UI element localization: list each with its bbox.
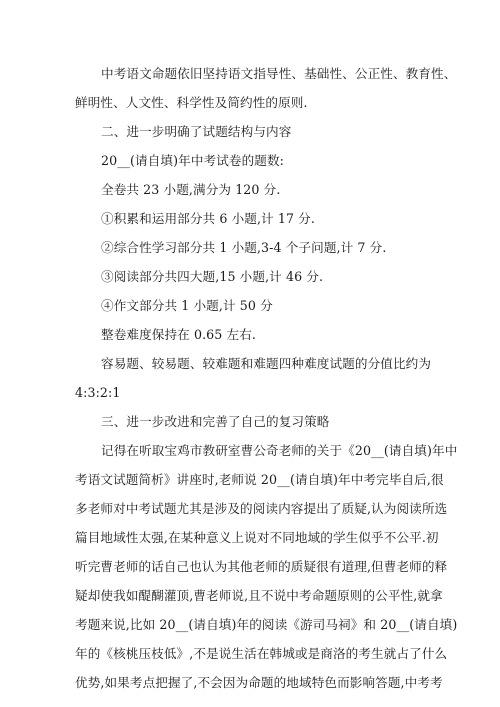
text-line-4: 20__(请自填)年中考试卷的题数: bbox=[101, 153, 285, 168]
text-line-6: ①积累和运用部分共 6 小题,计 17 分. bbox=[101, 211, 315, 226]
text-line-22: 优势,如果考点把握了,不会因为命题的地域特色而影响答题,中考考 bbox=[75, 675, 443, 690]
text-line-10: 整卷难度保持在 0.65 左右. bbox=[101, 327, 256, 342]
section-heading-2: 二、进一步明确了试题结构与内容 bbox=[101, 124, 292, 139]
text-line-15: 考语文试题简析》讲座时,老师说 20__(请自填)年中考完毕自后,很 bbox=[75, 472, 444, 487]
text-line-18: 听完曹老师的话自己也认为其他老师的质疑很有道理,但曹老师的释 bbox=[75, 559, 448, 574]
text-line-12: 4:3:2:1 bbox=[75, 385, 121, 400]
text-line-5: 全卷共 23 小题,满分为 120 分. bbox=[101, 182, 281, 197]
text-line-17: 篇目地域性太强,在某种意义上说对不同地域的学生似乎不公平.初 bbox=[75, 530, 439, 545]
section-heading-3: 三、进一步改进和完善了自己的复习策略 bbox=[101, 414, 330, 429]
text-line-7: ②综合性学习部分共 1 小题,3-4 个子问题,计 7 分. bbox=[101, 240, 387, 255]
text-line-11: 容易题、较易题、较难题和难题四种难度试题的分值比约为 bbox=[101, 356, 432, 371]
text-line-14: 记得在听取宝鸡市教研室曹公奇老师的关于《20__(请自填)年中 bbox=[101, 443, 458, 458]
text-line-19: 疑却使我如醍醐灌顶,曹老师说,且不说中考命题原则的公平性,就拿 bbox=[75, 588, 443, 603]
text-line-21: 年的《核桃压枝低》,不是说生活在韩城或是商洛的考生就占了什么 bbox=[75, 646, 448, 661]
text-line-20: 考题来说,比如 20__(请自填)年的阅读《游司马祠》和 20__(请自填) bbox=[75, 617, 458, 632]
text-line-2: 鲜明性、人文性、科学性及简约性的原则. bbox=[75, 95, 308, 110]
text-line-9: ④作文部分共 1 小题,计 50 分 bbox=[101, 298, 273, 313]
text-line-16: 多老师对中考试题尤其是涉及的阅读内容提出了质疑,认为阅读所选 bbox=[75, 501, 448, 516]
text-line-8: ③阅读部分共四大题,15 小题,计 46 分. bbox=[101, 269, 324, 284]
text-line-1: 中考语文命题依旧坚持语文指导性、基础性、公正性、教育性、 bbox=[101, 66, 457, 81]
